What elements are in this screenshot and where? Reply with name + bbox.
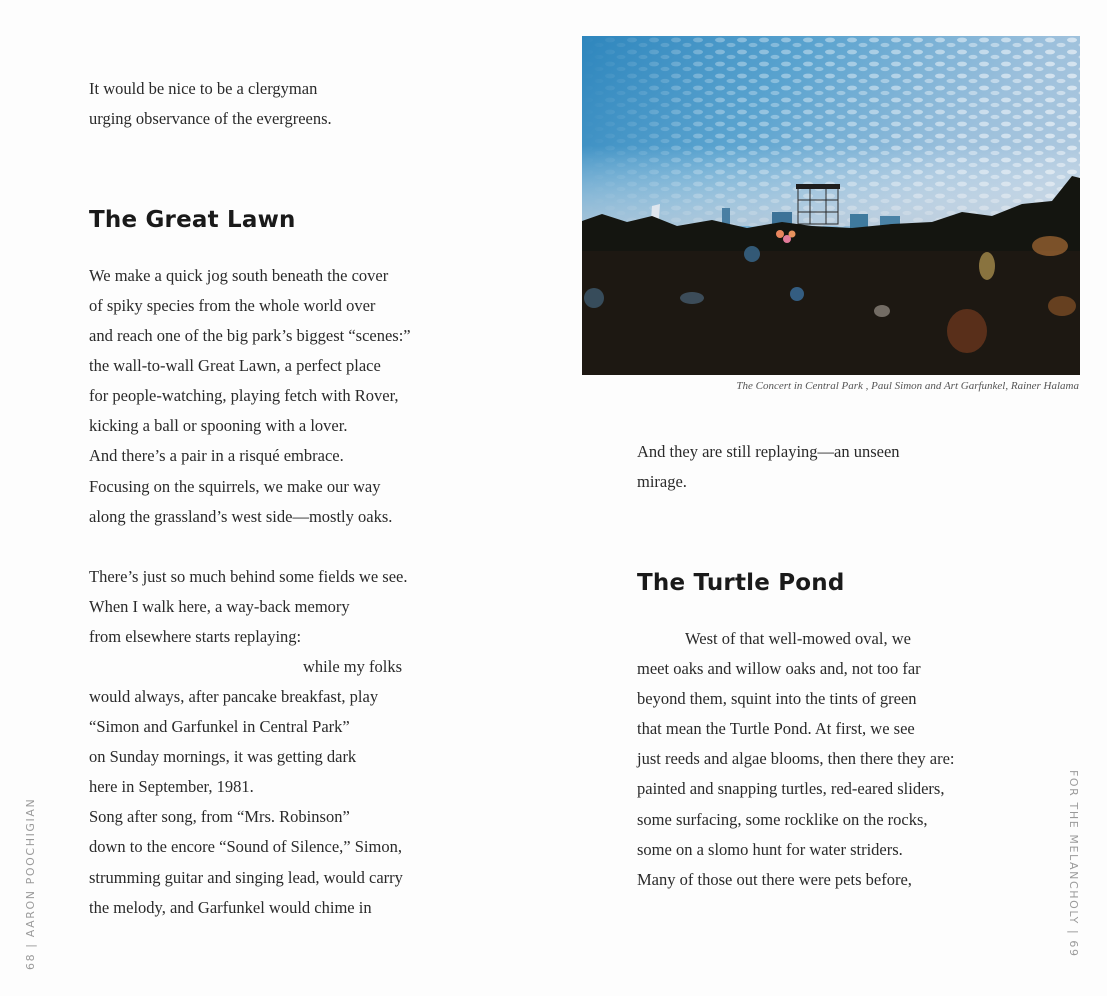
poem-line: Many of those out there were pets before, [637, 870, 912, 889]
concert-photo-image [582, 36, 1080, 375]
poem-line: mirage. [637, 472, 687, 491]
poem-line: for people-watching, playing fetch with Rover, [89, 386, 399, 405]
running-footer-left: 68 | AARON POOCHIGIAN [24, 797, 37, 970]
poem-line: here in September, 1981. [89, 777, 254, 796]
section-title-great-lawn: The Great Lawn [89, 207, 296, 233]
poem-line: the wall-to-wall Great Lawn, a perfect place [89, 356, 381, 375]
poem-line: that mean the Turtle Pond. At first, we see [637, 719, 915, 738]
intro-line: It would be nice to be a clergyman [89, 79, 318, 98]
poem-line: on Sunday mornings, it was getting dark [89, 747, 357, 766]
poem-line: some on a slomo hunt for water striders. [637, 840, 903, 859]
poem-line: kicking a ball or spooning with a lover. [89, 416, 348, 435]
poem-line: “Simon and Garfunkel in Central Park” [89, 717, 350, 736]
poem-line: meet oaks and willow oaks and, not too far [637, 659, 921, 678]
poem-line: and reach one of the big park’s biggest “scenes:” [89, 326, 411, 345]
poem-line: of spiky species from the whole world over [89, 296, 376, 315]
intro-line: urging observance of the evergreens. [89, 109, 332, 128]
section-title-turtle-pond: The Turtle Pond [637, 570, 845, 596]
poem-line: from elsewhere starts replaying: [89, 627, 302, 646]
concert-photo [582, 36, 1080, 375]
poem-line: We make a quick jog south beneath the cover [89, 266, 389, 285]
poem-line: Focusing on the squirrels, we make our way [89, 477, 381, 496]
poem-line: There’s just so much behind some fields we see. [89, 567, 408, 586]
poem-line-indented: while my folks [303, 657, 402, 676]
running-footer-right: FOR THE MELANCHOLY | 69 [1067, 770, 1080, 958]
poem-line: down to the encore “Sound of Silence,” Simon, [89, 837, 402, 856]
photo-caption: The Concert in Central Park , Paul Simon and Art Garfunkel, Rainer Halama [736, 380, 1079, 392]
poem-line: along the grassland’s west side—mostly oaks. [89, 507, 393, 526]
poem-line: strumming guitar and singing lead, would carry [89, 868, 403, 887]
poem-line-indented: West of that well-mowed oval, we [685, 629, 911, 648]
poem-line: When I walk here, a way-back memory [89, 597, 350, 616]
poem-line: the melody, and Garfunkel would chime in [89, 898, 372, 917]
poem-line: just reeds and algae blooms, then there they are: [637, 749, 955, 768]
poem-line: Song after song, from “Mrs. Robinson” [89, 807, 350, 826]
poem-line: painted and snapping turtles, red-eared sliders, [637, 779, 945, 798]
poem-line: some surfacing, some rocklike on the rocks, [637, 810, 928, 829]
poem-line: And they are still replaying—an unseen [637, 442, 900, 461]
poem-line: And there’s a pair in a risqué embrace. [89, 446, 344, 465]
poem-line: would always, after pancake breakfast, play [89, 687, 379, 706]
poem-line: beyond them, squint into the tints of green [637, 689, 917, 708]
